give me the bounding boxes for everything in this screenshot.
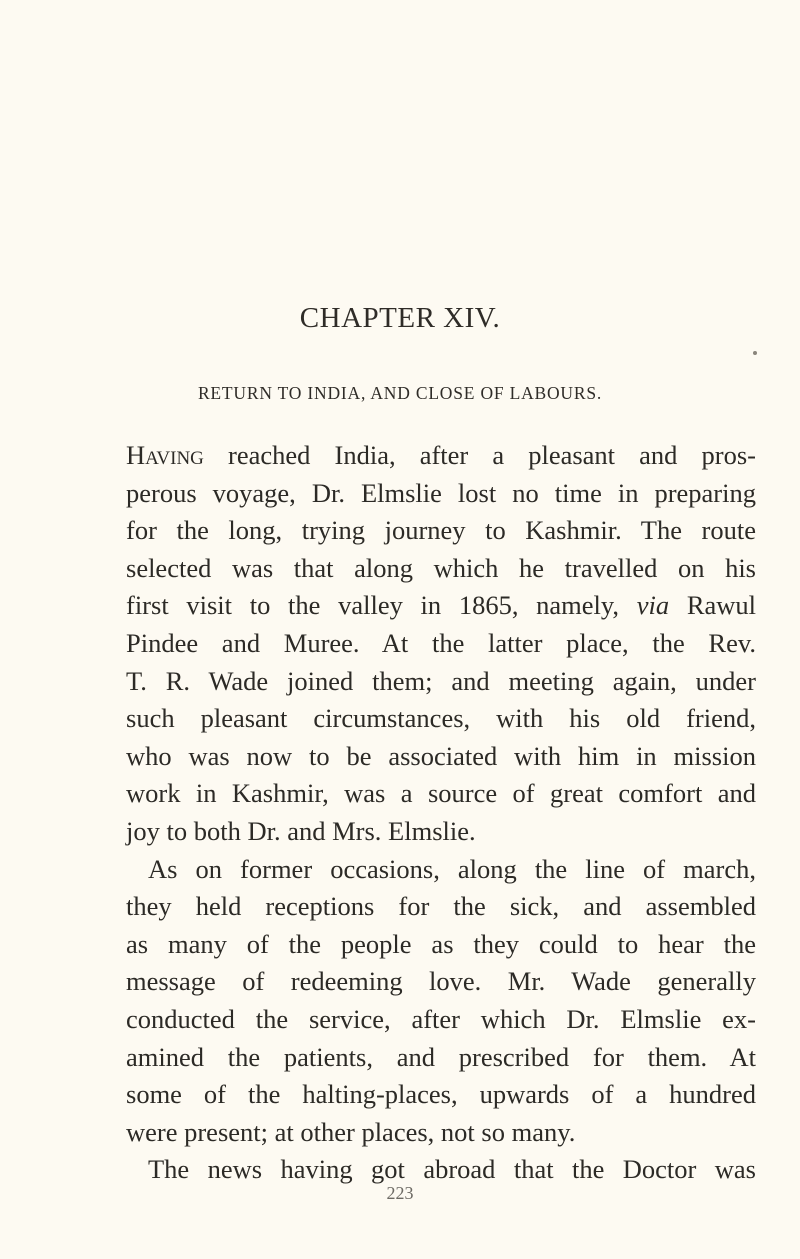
chapter-subtitle: RETURN TO INDIA, AND CLOSE OF LABOURS. (197, 383, 603, 403)
text-line: such pleasant circumstances, with his old friend, (126, 703, 756, 734)
via-line: first visit to the valley in 1865, namely, via Rawul (126, 590, 757, 621)
via-italic: via (636, 590, 670, 621)
text-line: Having reached India, after a pleasant and pros- (126, 440, 756, 470)
text-line: who was now to be associated with him in mission (126, 740, 756, 771)
text-line (126, 587, 756, 625)
text-line: for the long, trying journey to Kashmir. The route (126, 515, 756, 546)
text-line: were present; at other places, not so many. (126, 1116, 576, 1147)
text-line: T. R. Wade joined them; and meeting again, under (126, 665, 756, 696)
page-number: 223 (386, 1183, 414, 1203)
text-line: work in Kashmir, was a source of great comfort and (126, 778, 756, 809)
text-line: Pindee and Muree. At the latter place, the Rev. (126, 627, 756, 658)
text-line: amined the patients, and prescribed for them. At (126, 1041, 756, 1072)
text-line: The news having got abroad that the Doctor was (148, 1154, 756, 1185)
text-line: selected was that along which he travelled on his (126, 552, 756, 583)
text-line: perous voyage, Dr. Elmslie lost no time in preparing (126, 477, 756, 508)
chapter-title: CHAPTER XIV. (299, 302, 501, 334)
print-speck (753, 351, 757, 355)
body-text (126, 437, 756, 1189)
drop-lead-word: Having (126, 440, 204, 470)
text-line: As on former occasions, along the line of march, (148, 853, 756, 884)
text-line: conducted the service, after which Dr. Elmslie ex- (126, 1003, 756, 1034)
text-line: as many of the people as they could to hear the (126, 928, 756, 959)
text-line: message of redeeming love. Mr. Wade generally (126, 966, 756, 997)
text-line: some of the halting-places, upwards of a hundred (126, 1079, 756, 1110)
text-line: they held receptions for the sick, and assembled (126, 891, 756, 922)
text-line: joy to both Dr. and Mrs. Elmslie. (126, 815, 476, 846)
